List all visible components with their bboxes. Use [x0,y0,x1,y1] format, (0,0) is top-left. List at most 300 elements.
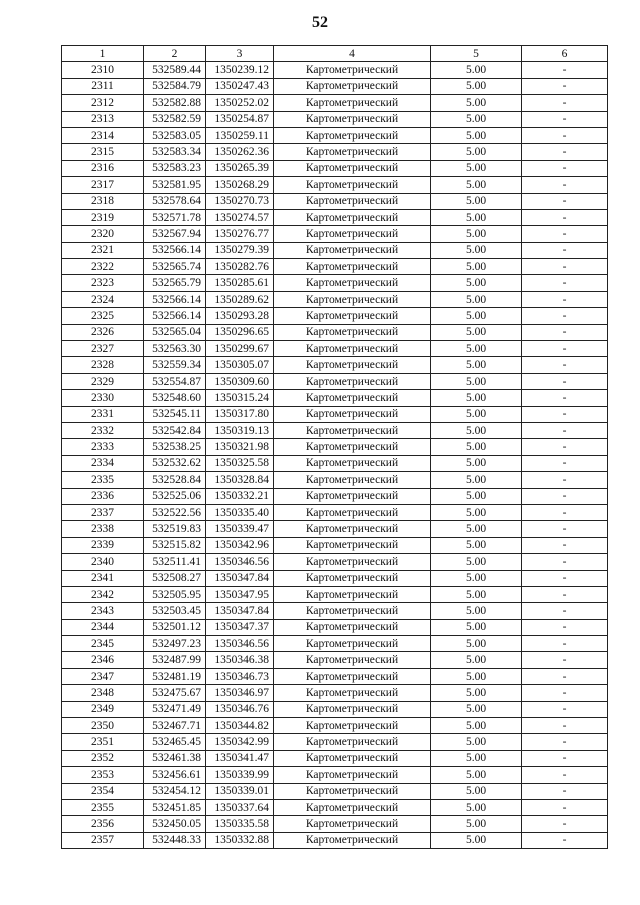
y-coordinate-cell: 1350259.11 [206,127,274,143]
accuracy-cell: 5.00 [431,324,522,340]
method-cell: Картометрический [274,586,431,602]
x-coordinate-cell: 532448.33 [144,832,206,848]
y-coordinate-cell: 1350346.73 [206,668,274,684]
note-cell: - [522,226,608,242]
note-cell: - [522,783,608,799]
method-cell: Картометрический [274,701,431,717]
x-coordinate-cell: 532566.14 [144,308,206,324]
note-cell: - [522,701,608,717]
x-coordinate-cell: 532487.99 [144,652,206,668]
point-number-cell: 2350 [62,718,144,734]
y-coordinate-cell: 1350341.47 [206,750,274,766]
note-cell: - [522,406,608,422]
table-row [62,554,608,570]
note-cell: - [522,439,608,455]
note-cell: - [522,357,608,373]
accuracy-cell: 5.00 [431,799,522,815]
method-cell: Картометрический [274,62,431,78]
column-header: 2 [144,46,206,62]
x-coordinate-cell: 532542.84 [144,422,206,438]
x-coordinate-cell: 532538.25 [144,439,206,455]
y-coordinate-cell: 1350285.61 [206,275,274,291]
accuracy-cell: 5.00 [431,78,522,94]
table-row [62,242,608,258]
y-coordinate-cell: 1350337.64 [206,799,274,815]
point-number-cell: 2352 [62,750,144,766]
x-coordinate-cell: 532501.12 [144,619,206,635]
method-cell: Картометрический [274,308,431,324]
accuracy-cell: 5.00 [431,242,522,258]
point-number-cell: 2354 [62,783,144,799]
method-cell: Картометрический [274,242,431,258]
accuracy-cell: 5.00 [431,226,522,242]
accuracy-cell: 5.00 [431,193,522,209]
note-cell: - [522,603,608,619]
x-coordinate-cell: 532461.38 [144,750,206,766]
note-cell: - [522,504,608,520]
note-cell: - [522,390,608,406]
table-row [62,799,608,815]
column-header: 4 [274,46,431,62]
table-row [62,767,608,783]
accuracy-cell: 5.00 [431,472,522,488]
x-coordinate-cell: 532566.14 [144,291,206,307]
note-cell: - [522,275,608,291]
accuracy-cell: 5.00 [431,832,522,848]
point-number-cell: 2322 [62,259,144,275]
accuracy-cell: 5.00 [431,750,522,766]
note-cell: - [522,160,608,176]
method-cell: Картометрический [274,619,431,635]
y-coordinate-cell: 1350254.87 [206,111,274,127]
point-number-cell: 2310 [62,62,144,78]
table-row [62,636,608,652]
table-row [62,226,608,242]
method-cell: Картометрический [274,259,431,275]
y-coordinate-cell: 1350319.13 [206,422,274,438]
y-coordinate-cell: 1350346.76 [206,701,274,717]
table-row [62,455,608,471]
method-cell: Картометрический [274,291,431,307]
y-coordinate-cell: 1350342.96 [206,537,274,553]
table-row [62,324,608,340]
y-coordinate-cell: 1350339.01 [206,783,274,799]
method-cell: Картометрический [274,341,431,357]
y-coordinate-cell: 1350339.47 [206,521,274,537]
x-coordinate-cell: 532450.05 [144,816,206,832]
accuracy-cell: 5.00 [431,603,522,619]
point-number-cell: 2355 [62,799,144,815]
note-cell: - [522,668,608,684]
note-cell: - [522,324,608,340]
note-cell: - [522,127,608,143]
x-coordinate-cell: 532566.14 [144,242,206,258]
table-row [62,668,608,684]
note-cell: - [522,472,608,488]
method-cell: Картометрический [274,472,431,488]
x-coordinate-cell: 532467.71 [144,718,206,734]
y-coordinate-cell: 1350346.38 [206,652,274,668]
accuracy-cell: 5.00 [431,685,522,701]
x-coordinate-cell: 532554.87 [144,373,206,389]
accuracy-cell: 5.00 [431,521,522,537]
point-number-cell: 2336 [62,488,144,504]
table-row [62,209,608,225]
method-cell: Картометрический [274,275,431,291]
table-row [62,816,608,832]
point-number-cell: 2333 [62,439,144,455]
x-coordinate-cell: 532582.59 [144,111,206,127]
y-coordinate-cell: 1350247.43 [206,78,274,94]
accuracy-cell: 5.00 [431,619,522,635]
x-coordinate-cell: 532565.74 [144,259,206,275]
point-number-cell: 2321 [62,242,144,258]
note-cell: - [522,308,608,324]
x-coordinate-cell: 532511.41 [144,554,206,570]
table-row [62,390,608,406]
point-number-cell: 2316 [62,160,144,176]
accuracy-cell: 5.00 [431,373,522,389]
accuracy-cell: 5.00 [431,455,522,471]
point-number-cell: 2317 [62,177,144,193]
table-row [62,127,608,143]
point-number-cell: 2335 [62,472,144,488]
note-cell: - [522,570,608,586]
point-number-cell: 2319 [62,209,144,225]
y-coordinate-cell: 1350347.95 [206,586,274,602]
method-cell: Картометрический [274,144,431,160]
y-coordinate-cell: 1350347.84 [206,570,274,586]
point-number-cell: 2330 [62,390,144,406]
x-coordinate-cell: 532559.34 [144,357,206,373]
accuracy-cell: 5.00 [431,259,522,275]
method-cell: Картометрический [274,226,431,242]
x-coordinate-cell: 532505.95 [144,586,206,602]
note-cell: - [522,554,608,570]
accuracy-cell: 5.00 [431,701,522,717]
method-cell: Картометрический [274,422,431,438]
table-row [62,62,608,78]
x-coordinate-cell: 532525.06 [144,488,206,504]
method-cell: Картометрический [274,783,431,799]
y-coordinate-cell: 1350293.28 [206,308,274,324]
x-coordinate-cell: 532581.95 [144,177,206,193]
table-header-row [62,46,608,62]
note-cell: - [522,341,608,357]
y-coordinate-cell: 1350270.73 [206,193,274,209]
accuracy-cell: 5.00 [431,504,522,520]
y-coordinate-cell: 1350325.58 [206,455,274,471]
note-cell: - [522,193,608,209]
method-cell: Картометрический [274,111,431,127]
accuracy-cell: 5.00 [431,652,522,668]
point-number-cell: 2337 [62,504,144,520]
accuracy-cell: 5.00 [431,668,522,684]
table-row [62,718,608,734]
method-cell: Картометрический [274,652,431,668]
method-cell: Картометрический [274,324,431,340]
method-cell: Картометрический [274,668,431,684]
note-cell: - [522,422,608,438]
note-cell: - [522,586,608,602]
accuracy-cell: 5.00 [431,767,522,783]
note-cell: - [522,685,608,701]
accuracy-cell: 5.00 [431,127,522,143]
y-coordinate-cell: 1350289.62 [206,291,274,307]
note-cell: - [522,95,608,111]
table-row [62,652,608,668]
table-row [62,291,608,307]
coordinates-table [61,45,608,849]
note-cell: - [522,144,608,160]
accuracy-cell: 5.00 [431,95,522,111]
point-number-cell: 2348 [62,685,144,701]
y-coordinate-cell: 1350332.21 [206,488,274,504]
point-number-cell: 2315 [62,144,144,160]
table-row [62,78,608,94]
x-coordinate-cell: 532475.67 [144,685,206,701]
y-coordinate-cell: 1350342.99 [206,734,274,750]
y-coordinate-cell: 1350328.84 [206,472,274,488]
method-cell: Картометрический [274,95,431,111]
method-cell: Картометрический [274,390,431,406]
x-coordinate-cell: 532515.82 [144,537,206,553]
x-coordinate-cell: 532578.64 [144,193,206,209]
y-coordinate-cell: 1350268.29 [206,177,274,193]
y-coordinate-cell: 1350282.76 [206,259,274,275]
x-coordinate-cell: 532583.05 [144,127,206,143]
method-cell: Картометрический [274,357,431,373]
column-header: 1 [62,46,144,62]
method-cell: Картометрический [274,718,431,734]
note-cell: - [522,521,608,537]
y-coordinate-cell: 1350296.65 [206,324,274,340]
point-number-cell: 2339 [62,537,144,553]
column-header: 3 [206,46,274,62]
x-coordinate-cell: 532528.84 [144,472,206,488]
point-number-cell: 2340 [62,554,144,570]
table-body [62,62,608,849]
note-cell: - [522,832,608,848]
note-cell: - [522,537,608,553]
note-cell: - [522,799,608,815]
accuracy-cell: 5.00 [431,439,522,455]
accuracy-cell: 5.00 [431,357,522,373]
accuracy-cell: 5.00 [431,111,522,127]
method-cell: Картометрический [274,832,431,848]
x-coordinate-cell: 532582.88 [144,95,206,111]
table-row [62,701,608,717]
method-cell: Картометрический [274,439,431,455]
y-coordinate-cell: 1350339.99 [206,767,274,783]
note-cell: - [522,291,608,307]
table-row [62,341,608,357]
x-coordinate-cell: 532497.23 [144,636,206,652]
note-cell: - [522,636,608,652]
x-coordinate-cell: 532522.56 [144,504,206,520]
method-cell: Картометрический [274,488,431,504]
note-cell: - [522,488,608,504]
y-coordinate-cell: 1350299.67 [206,341,274,357]
x-coordinate-cell: 532565.04 [144,324,206,340]
y-coordinate-cell: 1350317.80 [206,406,274,422]
note-cell: - [522,259,608,275]
y-coordinate-cell: 1350347.84 [206,603,274,619]
point-number-cell: 2311 [62,78,144,94]
accuracy-cell: 5.00 [431,144,522,160]
point-number-cell: 2341 [62,570,144,586]
table-row [62,406,608,422]
table-row [62,521,608,537]
y-coordinate-cell: 1350335.58 [206,816,274,832]
point-number-cell: 2347 [62,668,144,684]
table-row [62,603,608,619]
x-coordinate-cell: 532584.79 [144,78,206,94]
x-coordinate-cell: 532451.85 [144,799,206,815]
x-coordinate-cell: 532545.11 [144,406,206,422]
table-row [62,373,608,389]
point-number-cell: 2320 [62,226,144,242]
accuracy-cell: 5.00 [431,422,522,438]
accuracy-cell: 5.00 [431,816,522,832]
y-coordinate-cell: 1350347.37 [206,619,274,635]
table-row [62,504,608,520]
table-row [62,308,608,324]
table-row [62,422,608,438]
point-number-cell: 2328 [62,357,144,373]
point-number-cell: 2344 [62,619,144,635]
point-number-cell: 2346 [62,652,144,668]
note-cell: - [522,62,608,78]
note-cell: - [522,734,608,750]
point-number-cell: 2349 [62,701,144,717]
method-cell: Картометрический [274,177,431,193]
note-cell: - [522,816,608,832]
method-cell: Картометрический [274,554,431,570]
accuracy-cell: 5.00 [431,160,522,176]
y-coordinate-cell: 1350262.36 [206,144,274,160]
method-cell: Картометрический [274,750,431,766]
point-number-cell: 2324 [62,291,144,307]
x-coordinate-cell: 532583.23 [144,160,206,176]
accuracy-cell: 5.00 [431,537,522,553]
x-coordinate-cell: 532563.30 [144,341,206,357]
method-cell: Картометрический [274,767,431,783]
y-coordinate-cell: 1350305.07 [206,357,274,373]
x-coordinate-cell: 532454.12 [144,783,206,799]
accuracy-cell: 5.00 [431,275,522,291]
method-cell: Картометрический [274,734,431,750]
point-number-cell: 2338 [62,521,144,537]
method-cell: Картометрический [274,160,431,176]
note-cell: - [522,750,608,766]
method-cell: Картометрический [274,373,431,389]
method-cell: Картометрический [274,685,431,701]
y-coordinate-cell: 1350252.02 [206,95,274,111]
x-coordinate-cell: 532565.79 [144,275,206,291]
point-number-cell: 2327 [62,341,144,357]
table-row [62,734,608,750]
accuracy-cell: 5.00 [431,488,522,504]
method-cell: Картометрический [274,570,431,586]
note-cell: - [522,209,608,225]
x-coordinate-cell: 532583.34 [144,144,206,160]
x-coordinate-cell: 532503.45 [144,603,206,619]
table-row [62,570,608,586]
accuracy-cell: 5.00 [431,636,522,652]
y-coordinate-cell: 1350239.12 [206,62,274,78]
table-row [62,259,608,275]
table-row [62,750,608,766]
accuracy-cell: 5.00 [431,718,522,734]
method-cell: Картометрический [274,799,431,815]
method-cell: Картометрический [274,603,431,619]
accuracy-cell: 5.00 [431,177,522,193]
point-number-cell: 2325 [62,308,144,324]
y-coordinate-cell: 1350332.88 [206,832,274,848]
note-cell: - [522,652,608,668]
y-coordinate-cell: 1350335.40 [206,504,274,520]
method-cell: Картометрический [274,816,431,832]
accuracy-cell: 5.00 [431,783,522,799]
method-cell: Картометрический [274,504,431,520]
point-number-cell: 2343 [62,603,144,619]
y-coordinate-cell: 1350274.57 [206,209,274,225]
x-coordinate-cell: 532508.27 [144,570,206,586]
y-coordinate-cell: 1350346.56 [206,554,274,570]
table-row [62,275,608,291]
method-cell: Картометрический [274,193,431,209]
note-cell: - [522,242,608,258]
y-coordinate-cell: 1350321.98 [206,439,274,455]
method-cell: Картометрический [274,127,431,143]
note-cell: - [522,767,608,783]
accuracy-cell: 5.00 [431,734,522,750]
y-coordinate-cell: 1350346.56 [206,636,274,652]
x-coordinate-cell: 532548.60 [144,390,206,406]
point-number-cell: 2318 [62,193,144,209]
page-number: 52 [312,14,328,31]
point-number-cell: 2314 [62,127,144,143]
point-number-cell: 2353 [62,767,144,783]
y-coordinate-cell: 1350344.82 [206,718,274,734]
table-row [62,685,608,701]
note-cell: - [522,177,608,193]
point-number-cell: 2332 [62,422,144,438]
x-coordinate-cell: 532465.45 [144,734,206,750]
table-row [62,537,608,553]
x-coordinate-cell: 532456.61 [144,767,206,783]
note-cell: - [522,373,608,389]
column-header: 5 [431,46,522,62]
point-number-cell: 2331 [62,406,144,422]
point-number-cell: 2342 [62,586,144,602]
table-row [62,783,608,799]
column-header: 6 [522,46,608,62]
table-row [62,193,608,209]
table-row [62,177,608,193]
accuracy-cell: 5.00 [431,62,522,78]
point-number-cell: 2323 [62,275,144,291]
method-cell: Картометрический [274,78,431,94]
method-cell: Картометрический [274,455,431,471]
y-coordinate-cell: 1350309.60 [206,373,274,389]
y-coordinate-cell: 1350276.77 [206,226,274,242]
y-coordinate-cell: 1350315.24 [206,390,274,406]
table-row [62,439,608,455]
point-number-cell: 2345 [62,636,144,652]
point-number-cell: 2334 [62,455,144,471]
